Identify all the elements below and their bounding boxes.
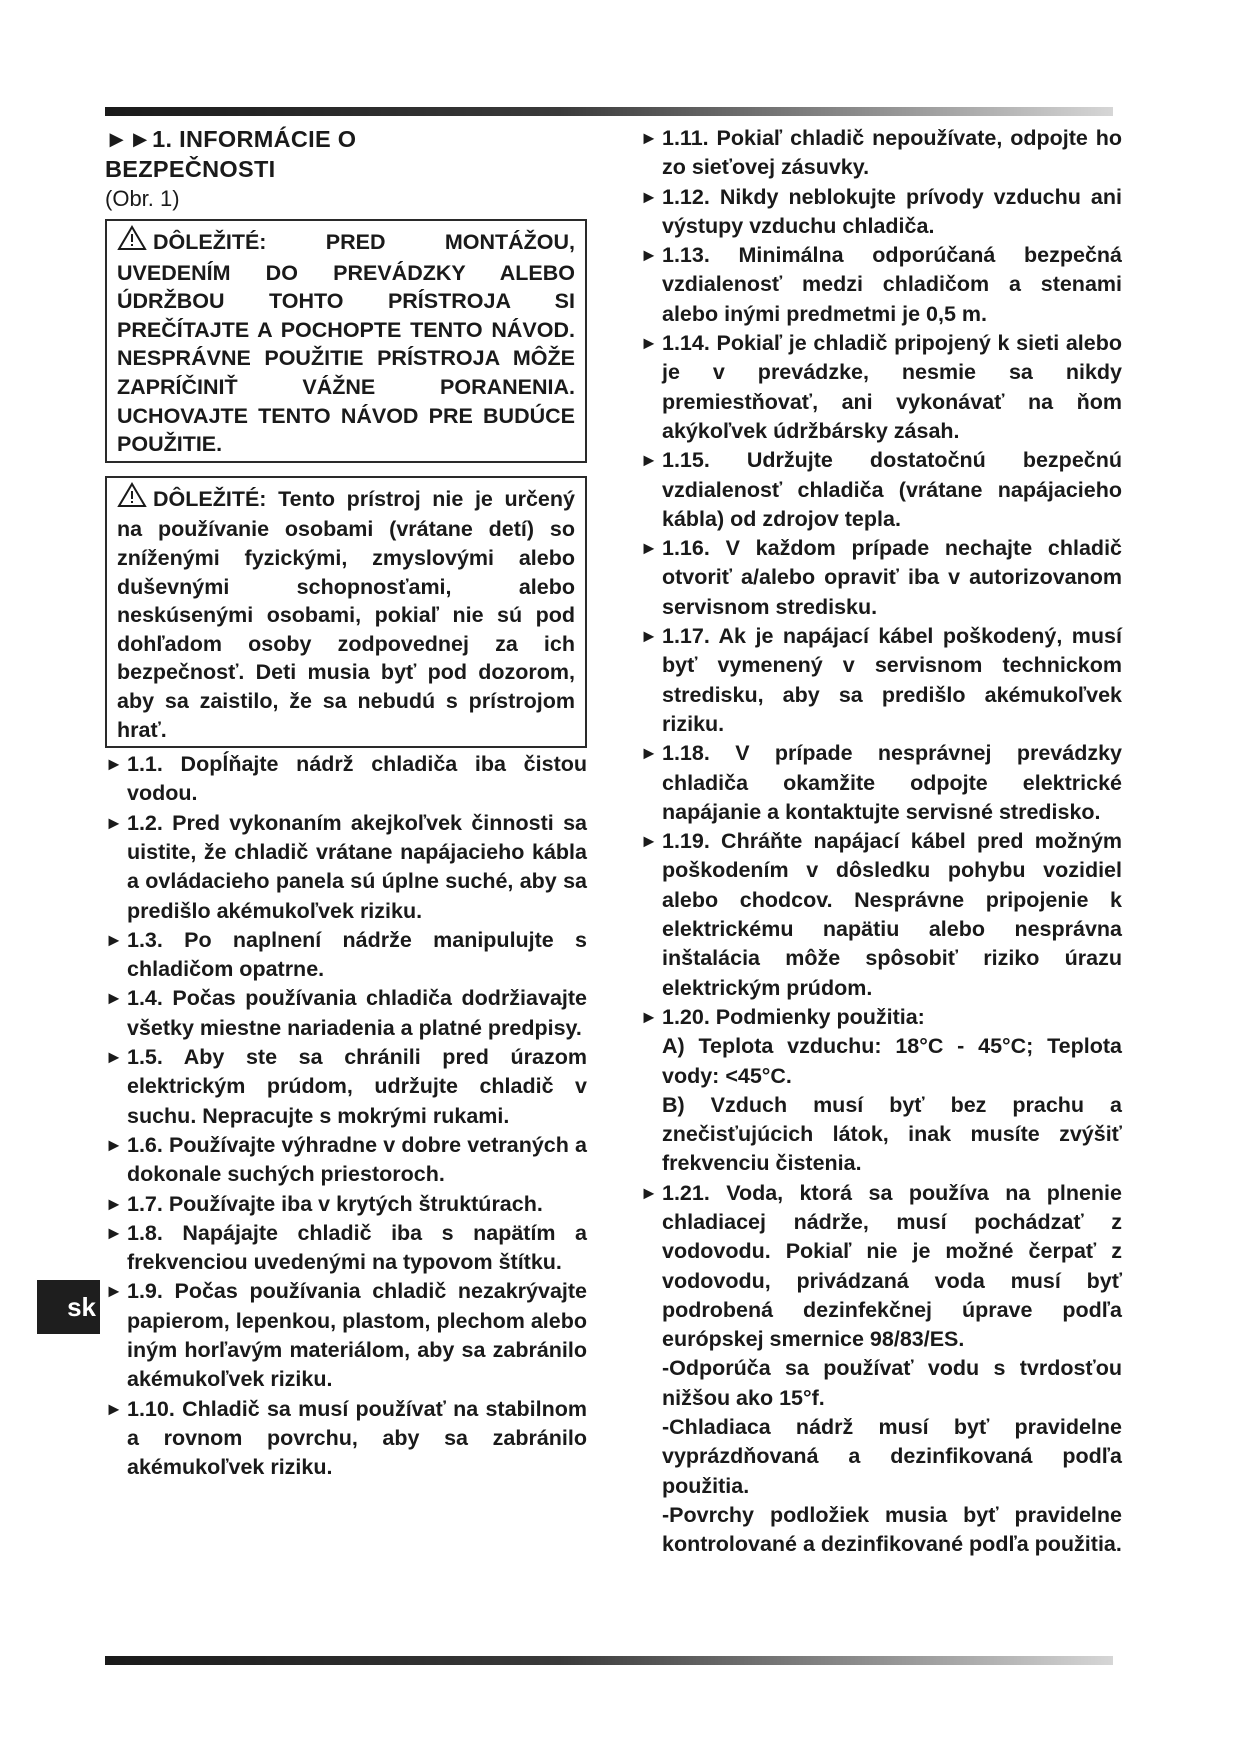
safety-item (640, 1003, 1122, 1179)
safety-item (105, 984, 587, 1043)
warning-box-1 (105, 219, 587, 463)
bullet-arrow-icon: ► (105, 1281, 123, 1302)
right-column (640, 124, 1122, 1560)
safety-item-text: 1.16. V každom prípade nechajte chladič otvoriť a/alebo opraviť iba v autorizovanom servisnom stredisku. (662, 536, 1122, 619)
safety-item (640, 739, 1122, 827)
bullet-arrow-icon: ► (105, 1134, 123, 1155)
safety-item-text: 1.14. Pokiaľ je chladič pripojený k sieti alebo je v prevádzke, nesmie sa nikdy premiestňovať, ani vykonávať na ňom akýkoľvek údržbársky zásah. (662, 331, 1122, 443)
bullet-arrow-icon: ► (640, 450, 658, 471)
safety-item-text: 1.12. Nikdy neblokujte prívody vzduchu ani výstupy vzduchu chladiča. (662, 184, 1122, 238)
bullet-arrow-icon: ► (640, 538, 658, 559)
safety-item-text: 1.13. Minimálna odporúčaná bezpečná vzdialenosť medzi chladičom a stenami alebo inými predmetmi je 0,5 m. (662, 243, 1122, 326)
left-column (105, 124, 587, 1483)
safety-item-text: 1.21. Voda, ktorá sa používa na plnenie chladiacej nádrže, musí pochádzať z vodovodu. Pokiaľ nie je možné čerpať z vodovodu, privádzaná voda musí byť podrobená dezinfekčnej úprave podľa európskej smernice 98/83/ES. (662, 1180, 1122, 1352)
safety-item-text: 1.5. Aby ste sa chránili pred úrazom elektrickým prúdom, udržujte chladič v suchu. Nepracujte s mokrými rukami. (127, 1045, 587, 1128)
safety-item (640, 1179, 1122, 1560)
safety-item-text: 1.8. Napájajte chladič iba s napätím a frekvenciou uvedenými na typovom štítku. (127, 1220, 587, 1275)
safety-item-text: 1.1. Dopĺňajte nádrž chladiča iba čistou vodou. (127, 752, 587, 806)
bullet-arrow-icon: ► (105, 929, 123, 950)
bullet-arrow-icon: ► (640, 831, 658, 852)
safety-list-left (105, 750, 587, 1482)
language-tab: sk (37, 1280, 100, 1334)
safety-item (105, 1395, 587, 1483)
safety-list-right (640, 124, 1122, 1560)
safety-item-text: 1.18. V prípade nesprávnej prevádzky chladiča okamžite odpojte elektrické napájanie a kontaktujte servisné stredisko. (662, 741, 1122, 824)
safety-item (640, 827, 1122, 1003)
safety-item-paragraph: -Chladiaca nádrž musí byť pravidelne vyprázdňovaná a dezinfikovaná podľa použitia. (662, 1415, 1122, 1498)
safety-item-text: 1.10. Chladič sa musí používať na stabilnom a rovnom povrchu, aby sa zabránilo akémukoľvek riziku. (127, 1396, 587, 1480)
safety-item (640, 622, 1122, 739)
safety-item-text: 1.9. Počas používania chladič nezakrývajte papierom, lepenkou, plastom, plechom alebo iným horľavým materiálom, aby sa zabránilo akémukoľvek riziku. (127, 1279, 587, 1392)
bottom-rule (105, 1656, 1113, 1665)
safety-item-text: 1.6. Používajte výhradne v dobre vetraných a dokonale suchých priestoroch. (127, 1132, 587, 1187)
bullet-arrow-icon: ► (640, 1182, 658, 1203)
safety-item-text: 1.15. Udržujte dostatočnú bezpečnú vzdialenosť chladiča (vrátane napájacieho kábla) od zdrojov tepla. (662, 448, 1122, 531)
heading-line1: 1. INFORMÁCIE O (152, 126, 357, 152)
safety-item (640, 329, 1122, 446)
safety-item-text: 1.3. Po naplnení nádrže manipulujte s chladičom opatrne. (127, 927, 587, 982)
bullet-arrow-icon: ► (105, 1047, 123, 1068)
bullet-arrow-icon: ► (640, 333, 658, 354)
safety-item-text: 1.11. Pokiaľ chladič nepoužívate, odpojte ho zo sieťovej zásuvky. (662, 126, 1122, 180)
figure-reference: (Obr. 1) (105, 186, 180, 211)
safety-item-text: 1.7. Používajte iba v krytých štruktúrach. (127, 1191, 543, 1216)
safety-item (640, 124, 1122, 183)
heading-line2: BEZPEČNOSTI (105, 156, 276, 182)
bullet-arrow-icon: ► (640, 743, 658, 764)
bullet-arrow-icon: ► (105, 812, 123, 833)
safety-item (640, 446, 1122, 534)
safety-item (105, 926, 587, 985)
safety-item (105, 1219, 587, 1278)
bullet-arrow-icon: ► (105, 1398, 123, 1419)
safety-item-text: 1.2. Pred vykonaním akejkoľvek činnosti sa uistite, že chladič vrátane napájacieho kábla a ovládacieho panela sú úplne suché, aby sa predišlo akémukoľvek riziku. (127, 810, 587, 923)
safety-item (105, 1043, 587, 1131)
heading-arrows: ►► (105, 126, 153, 152)
safety-item-text: 1.19. Chráňte napájací kábel pred možným poškodením v dôsledku pohybu vozidiel alebo chodcov. Nesprávne pripojenie k elektrickému napätiu alebo nesprávna inštalácia môže spôsobiť riziko úrazu elektrickým prúdom. (662, 829, 1122, 1000)
warning-label: DÔLEŽITÉ: (153, 486, 267, 511)
safety-item (105, 1277, 587, 1394)
safety-item (640, 241, 1122, 329)
safety-item-text: 1.20. Podmienky použitia: (662, 1004, 925, 1029)
bullet-arrow-icon: ► (640, 1006, 658, 1027)
safety-item-paragraph: B) Vzduch musí byť bez prachu a znečisťujúcich látok, inak musíte zvýšiť frekvenciu čistenia. (662, 1092, 1122, 1176)
warning-text: Tento prístroj nie je určený na používanie osobami (vrátane detí) so zníženými fyzickými, zmyslovými alebo duševnými schopnosťami, alebo neskúsenými osobami, pokiaľ nie sú pod dohľadom osoby zodpovednej za ich bezpečnosť. Deti musia byť pod dozorom, aby sa zaistilo, že sa nebudú s prístrojom hrať. (117, 486, 575, 742)
bullet-arrow-icon: ► (105, 1193, 123, 1214)
bullet-arrow-icon: ► (105, 1222, 123, 1243)
safety-item (105, 809, 587, 926)
warning-box-2 (105, 476, 587, 748)
safety-item (105, 1131, 587, 1190)
bullet-arrow-icon: ► (105, 988, 123, 1009)
warning-triangle-icon (117, 482, 153, 516)
safety-item-paragraph: A) Teplota vzduchu: 18°C - 45°C; Teplota vody: <45°C. (662, 1034, 1122, 1088)
bullet-arrow-icon: ► (640, 128, 658, 148)
safety-item-paragraph: -Odporúča sa používať vodu s tvrdosťou nižšou ako 15°f. (662, 1356, 1122, 1410)
safety-item (640, 183, 1122, 242)
bullet-arrow-icon: ► (640, 245, 658, 266)
bullet-arrow-icon: ► (105, 754, 123, 775)
bullet-arrow-icon: ► (640, 626, 658, 647)
safety-item-text: 1.17. Ak je napájací kábel poškodený, musí byť vymenený v servisnom technickom stredisku, aby sa predišlo akémukoľvek riziku. (662, 624, 1122, 736)
warning-triangle-icon (117, 225, 153, 259)
bullet-arrow-icon: ► (640, 186, 658, 207)
safety-item-paragraph: -Povrchy podložiek musia byť pravidelne kontrolované a dezinfikované podľa použitia. (662, 1502, 1122, 1557)
top-rule (105, 107, 1113, 116)
safety-item (105, 750, 587, 809)
warning-text: PRED MONTÁŽOU, UVEDENÍM DO PREVÁDZKY ALEBO ÚDRŽBOU TOHTO PRÍSTROJA SI PREČÍTAJTE A POCHOPTE TENTO NÁVOD. NESPRÁVNE POUŽITIE PRÍSTROJA MÔŽE ZAPRÍČINIŤ VÁŽNE PORANENIA. UCHOVAJTE TENTO NÁVOD PRE BUDÚCE POUŽITIE. (117, 230, 575, 457)
warning-label: DÔLEŽITÉ: (153, 230, 267, 254)
safety-item (640, 534, 1122, 622)
safety-item (105, 1190, 587, 1219)
section-heading (105, 124, 587, 184)
safety-item-text: 1.4. Počas používania chladiča dodržiavajte všetky miestne nariadenia a platné predpisy. (127, 986, 587, 1040)
